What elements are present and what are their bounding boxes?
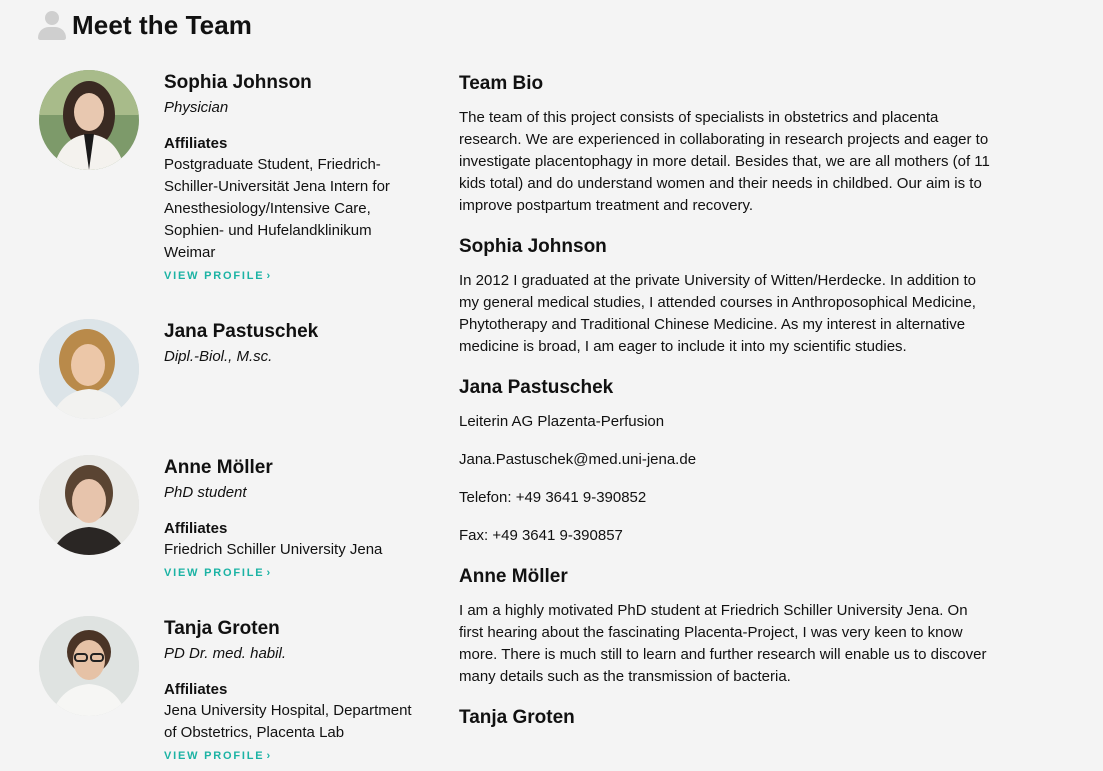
member-role: Dipl.-Biol., M.sc. (164, 348, 273, 365)
view-profile-link[interactable] (164, 268, 272, 284)
jana-email: Jana.Pastuschek@med.uni-jena.de (459, 451, 697, 468)
bio-line: first hearing about the fascinating Placenta-Project, I was very keen to know (459, 624, 963, 641)
bio-column (459, 70, 1029, 732)
sophia-bio-heading: Sophia Johnson (459, 236, 607, 257)
chevron-right-icon: › (266, 567, 272, 579)
bio-line: I am a highly motivated PhD student at Friedrich Schiller University Jena. On (459, 602, 968, 619)
affiliates-heading: Affiliates (164, 681, 228, 698)
jana-fax: Fax: +49 3641 9-390857 (459, 527, 623, 544)
jana-position: Leiterin AG Plazenta-Perfusion (459, 413, 665, 430)
bio-line: improve postpartum treatment and recovery. (459, 197, 754, 214)
affiliates-line: Weimar (164, 244, 216, 261)
team-bio-heading: Team Bio (459, 73, 544, 94)
member-role: PhD student (164, 484, 247, 501)
bio-line: investigate placentophagy in more detail. Besides that, we are all mothers (of 11 (459, 153, 990, 170)
bio-line: many details such as the transmission of bacteria. (459, 668, 791, 685)
view-profile-label: VIEW PROFILE (164, 750, 265, 762)
member-name: Tanja Groten (164, 618, 280, 639)
user-icon (38, 10, 66, 40)
affiliates-line: Sophien- und Hufelandklinikum (164, 222, 372, 239)
tanja-bio-heading: Tanja Groten (459, 707, 575, 728)
affiliates-line: Friedrich Schiller University Jena (164, 541, 383, 558)
member-name: Sophia Johnson (164, 72, 312, 93)
member-role: Physician (164, 99, 229, 116)
bio-line: The team of this project consists of specialists in obstetrics and placenta (459, 109, 939, 126)
jana-bio-heading: Jana Pastuschek (459, 377, 614, 398)
page-title: Meet the Team (72, 9, 252, 40)
affiliates-line: of Obstetrics, Placenta Lab (164, 724, 345, 741)
jana-phone: Telefon: +49 3641 9-390852 (459, 489, 647, 506)
member-role: PD Dr. med. habil. (164, 645, 286, 662)
team-bio-text (459, 107, 1029, 217)
affiliates-line: Jena University Hospital, Department (164, 702, 412, 719)
affiliates-heading: Affiliates (164, 135, 228, 152)
view-profile-link[interactable] (164, 748, 272, 764)
bio-line: In 2012 I graduated at the private University of Witten/Herdecke. In addition to (459, 272, 976, 289)
bio-line: more. There is much still to learn and further research will enable us to discover (459, 646, 987, 663)
bio-line: Phytotherapy and Traditional Chinese Medicine. As my interest in alternative (459, 316, 966, 333)
affiliates-line: Schiller-Universität Jena Intern for (164, 178, 390, 195)
view-profile-link[interactable] (164, 565, 272, 581)
view-profile-label: VIEW PROFILE (164, 567, 265, 579)
avatar-sophia-johnson (39, 70, 139, 170)
member-name: Anne Möller (164, 457, 273, 478)
chevron-right-icon: › (266, 270, 272, 282)
bio-line: kids total) and do understand women and their needs in childbed. Our aim is to (459, 175, 982, 192)
avatar-jana-pastuschek (39, 319, 139, 419)
affiliates-line: Postgraduate Student, Friedrich- (164, 156, 381, 173)
anne-bio-heading: Anne Möller (459, 566, 568, 587)
bio-line: medicine is broad, I am eager to include it into my scientific studies. (459, 338, 907, 355)
chevron-right-icon: › (266, 750, 272, 762)
avatar-tanja-groten (39, 616, 139, 716)
view-profile-label: VIEW PROFILE (164, 270, 265, 282)
page-header (38, 8, 252, 42)
affiliates-heading: Affiliates (164, 520, 228, 537)
bio-line: my general medical studies, I attended courses in Anthroposophical Medicine, (459, 294, 976, 311)
member-name: Jana Pastuschek (164, 321, 319, 342)
anne-bio-text (459, 600, 1029, 688)
affiliates-line: Anesthesiology/Intensive Care, (164, 200, 371, 217)
bio-line: research. We are experienced in collaborating in research projects and eager to (459, 131, 989, 148)
avatar-anne-moller (39, 455, 139, 555)
sophia-bio-text (459, 270, 1029, 358)
